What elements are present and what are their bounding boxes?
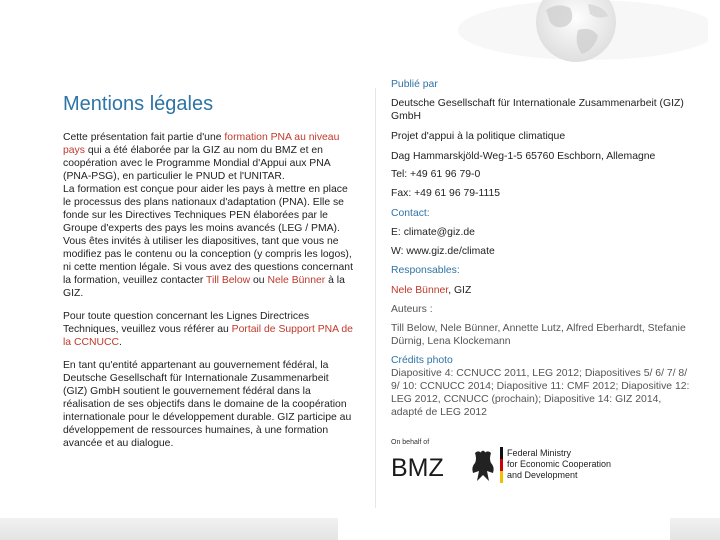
text: Pour toute question concernant les Lignes Directrices Techniques, veuillez vous référer au xyxy=(63,311,310,335)
text: ou xyxy=(250,275,268,286)
bmz-text: BMZ xyxy=(391,454,444,482)
page-title: Mentions légales xyxy=(63,93,214,115)
publisher-org: Deutsche Gesellschaft für Internationale Zusammenarbeit (GIZ) GmbH xyxy=(391,98,684,122)
legal-text-column xyxy=(63,131,353,460)
text: . xyxy=(119,337,122,348)
project-name: Projet d'appui à la politique climatique xyxy=(391,131,566,142)
till-below-link[interactable]: Till Below xyxy=(206,275,251,286)
responsable-nele-bunner-link[interactable]: Nele Bünner xyxy=(391,285,449,296)
text: Vous êtes invités à utiliser les diapositives, tant que vous ne modifiez pas le contenu ou la conception (y compris les logos), ni cette mention légale. Si vous avez des questions concernant la formation, veuillez contacter xyxy=(63,236,353,286)
nele-bunner-link[interactable]: Nele Bünner xyxy=(267,275,326,286)
fax: Fax: +49 61 96 79-1115 xyxy=(391,188,501,199)
photo-credits: Diapositive 4: CCNUCC 2011, LEG 2012; Diapositives 5/ 6/ 7/ 8/ 9/ 10: CCNUCC 2014; Diapositive 11: CMF 2012; Diapositive 12: LEG 2012, CCNUCC (prochain); Diapositive 14: GIZ 2014, adapté de LEG 2012 xyxy=(391,368,690,418)
contact-website[interactable]: W: www.giz.de/climate xyxy=(391,246,495,257)
giz-paragraph: En tant qu'entité appartenant au gouvernement fédéral, la Deutsche Gesellschaft für Internationale Zusammenarbeit (GIZ) GmbH soutient le gouvernement fédéral dans la réalisation de ses objectifs dans le domaine de la coopération internationale pour le développement durable. GIZ participe au développement de ressources humaines, à une formation avancée et au dialogue. xyxy=(63,360,352,449)
pna-support-portal-link[interactable]: Portail de Support PNA de la CCNUCC xyxy=(63,324,353,348)
responsables-value xyxy=(391,284,691,297)
bmz-logo xyxy=(391,437,691,497)
ministry-line-1: Federal Ministry xyxy=(507,448,572,458)
contact-label: Contact: xyxy=(391,208,430,219)
telephone: Tel: +49 61 96 79-0 xyxy=(391,169,481,180)
auteurs-label: Auteurs : xyxy=(391,304,433,315)
footer-bar xyxy=(0,518,720,540)
footer-gap xyxy=(338,518,670,540)
ministry-line-2: for Economic Cooperation xyxy=(507,459,612,469)
column-divider xyxy=(375,88,376,508)
intro-paragraph xyxy=(63,131,353,300)
credits-label: Crédits photo xyxy=(391,355,453,366)
globe-banner-image xyxy=(458,0,708,72)
guidelines-paragraph xyxy=(63,310,353,349)
address: Dag Hammarskjöld-Weg-1-5 65760 Eschborn, Allemagne xyxy=(391,151,656,162)
formation-paragraph: La formation est conçue pour aider les pays à mettre en place le processus des plans nationaux d'adaptation (PNA). Elle se fonde sur les Directives Techniques PEN élaborées par le Groupe d'experts des pays les moins avancés (LEG / PMA). xyxy=(63,184,348,234)
ministry-line-3: and Development xyxy=(507,470,578,480)
text: qui a été élaborée par la GIZ au nom du BMZ et en coopération avec le Programme Mondial d'Appui aux PNA (PNA-PSG), en particulier le PNUD et l'UNITAR. xyxy=(63,145,331,182)
on-behalf-text: On behalf of xyxy=(391,439,430,446)
publie-label: Publié par xyxy=(391,79,438,90)
text: à la GIZ. xyxy=(63,275,345,299)
text: Cette présentation fait partie d'une xyxy=(63,132,225,143)
text: , GIZ xyxy=(448,285,472,296)
formation-pna-link[interactable]: formation PNA au niveau pays xyxy=(63,132,340,156)
contact-email[interactable]: E: climate@giz.de xyxy=(391,227,475,238)
auteurs-list: Till Below, Nele Bünner, Annette Lutz, Alfred Eberhardt, Stefanie Dürnig, Lena Klockemann xyxy=(391,323,686,347)
federal-eagle-icon xyxy=(472,451,493,481)
responsables-label: Responsables: xyxy=(391,265,460,276)
